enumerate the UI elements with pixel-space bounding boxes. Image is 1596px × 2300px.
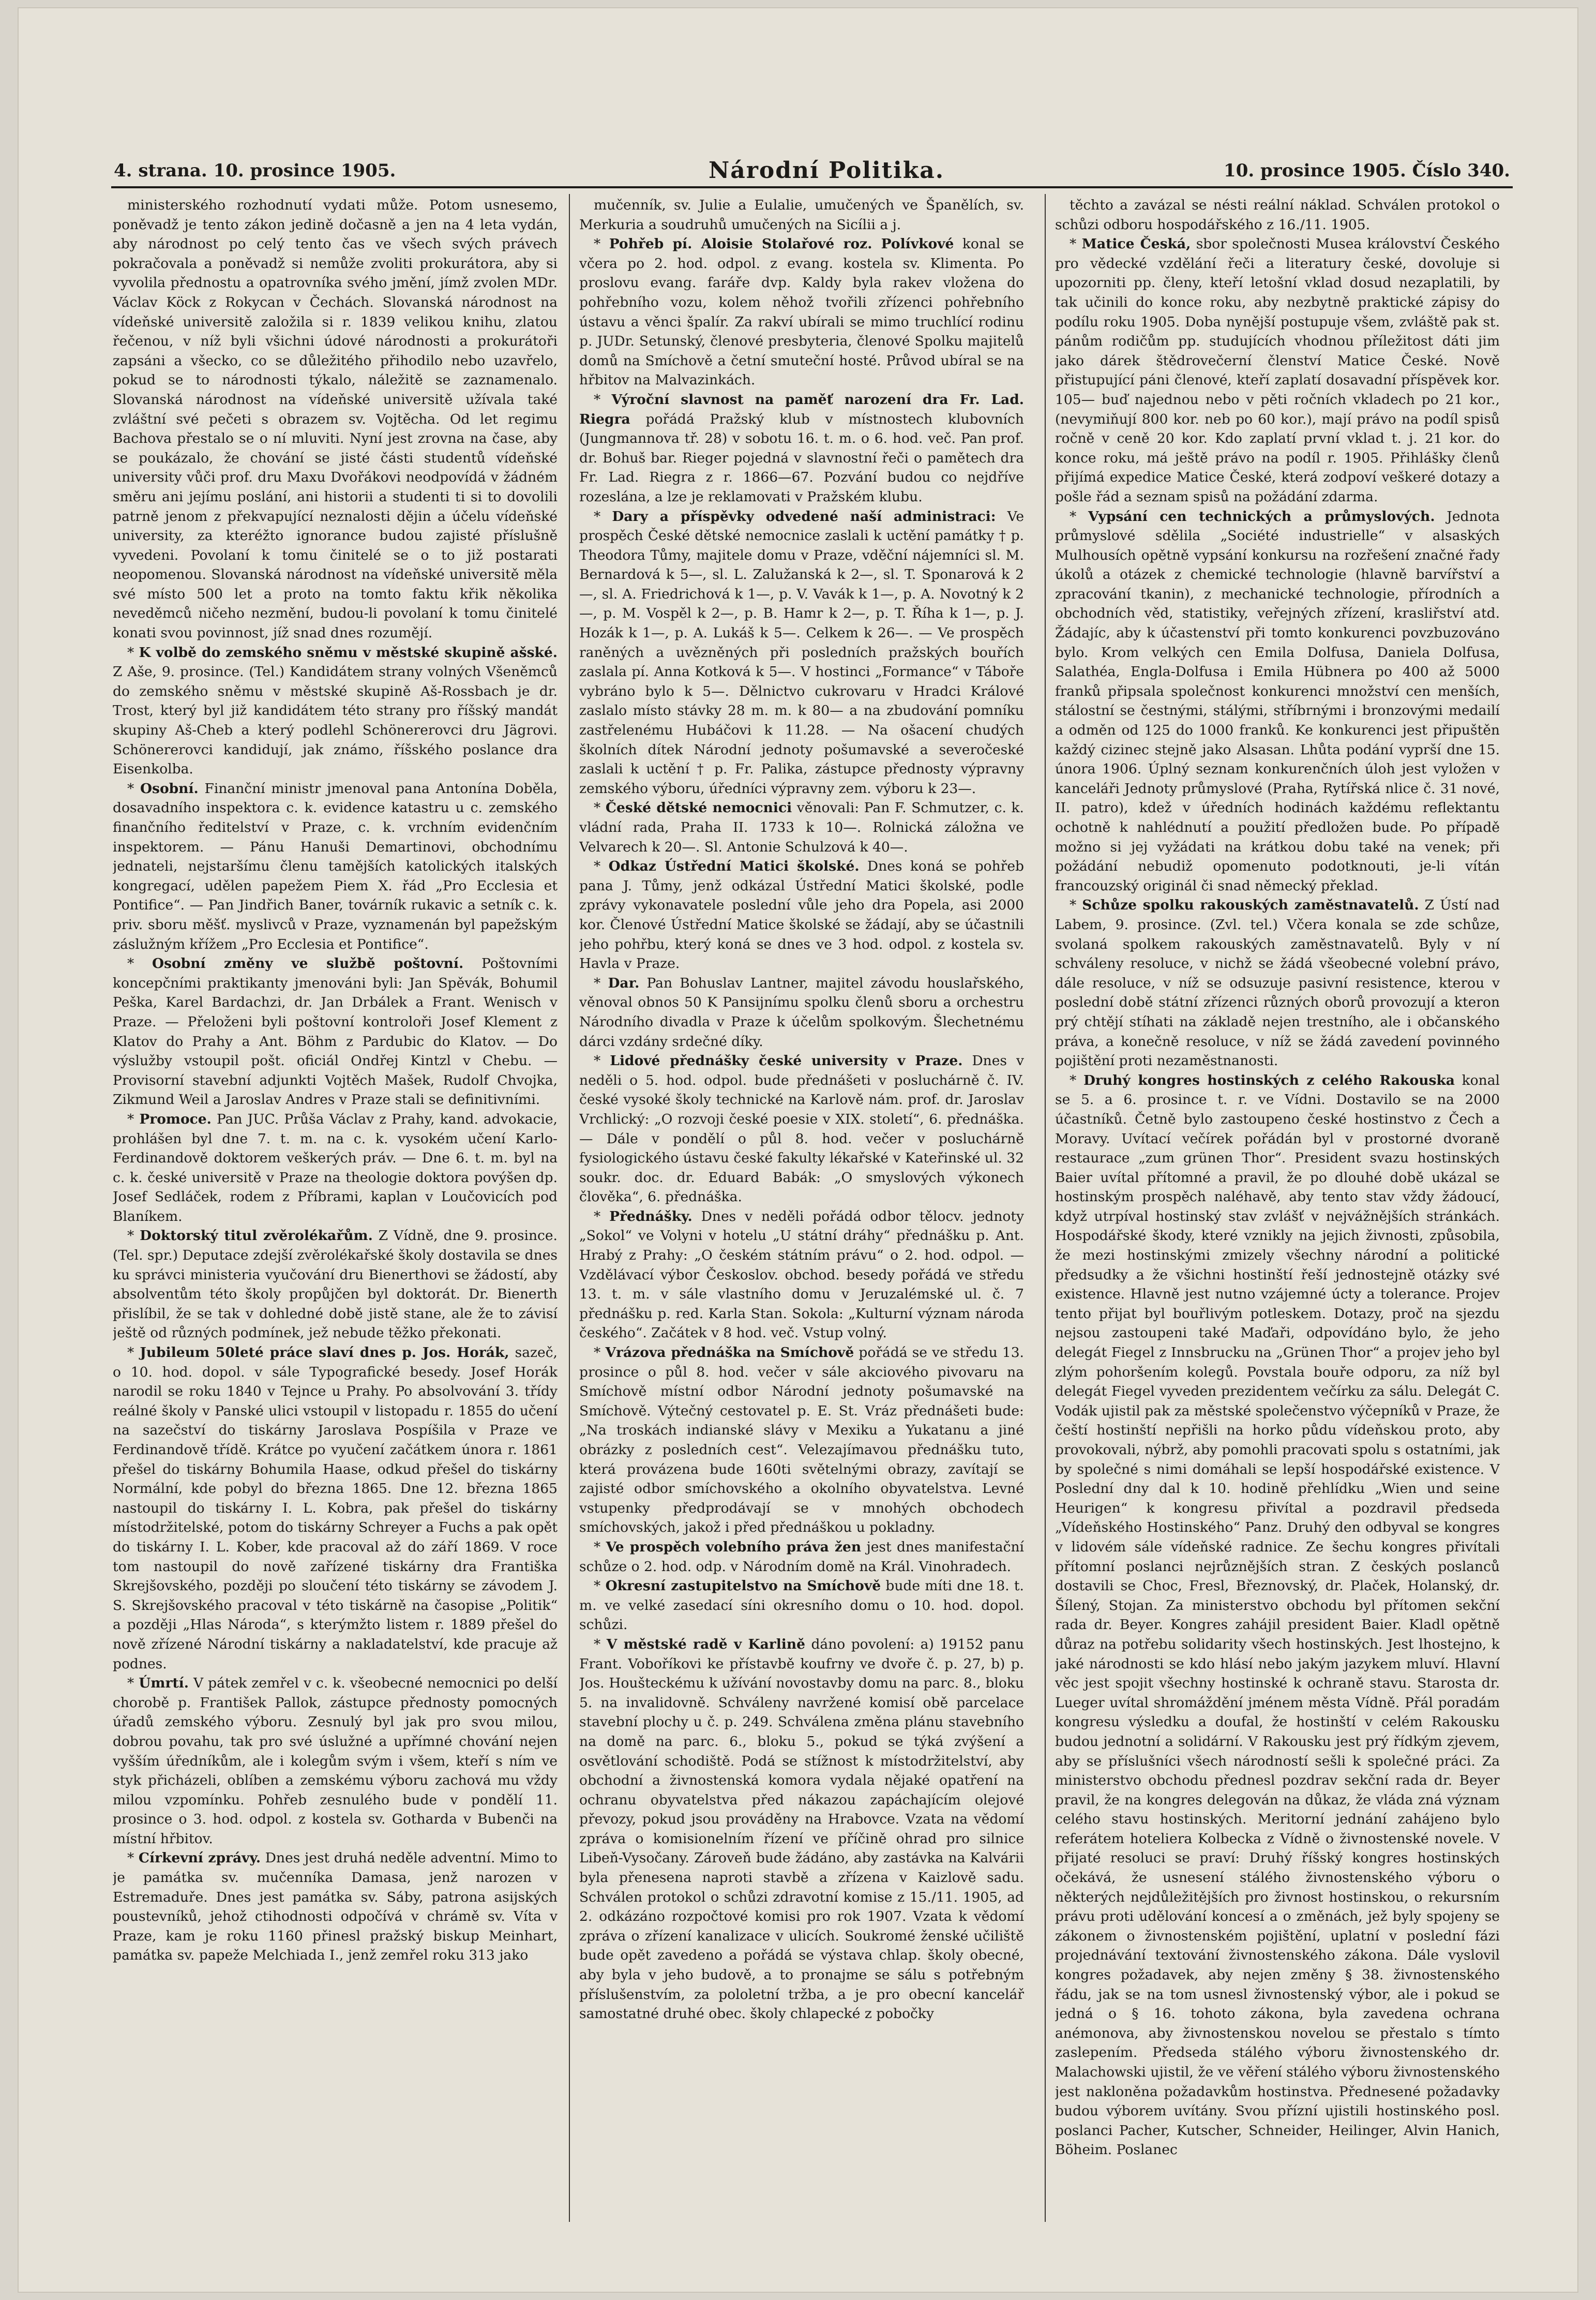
article-text: sazeč, o 10. hod. dopol. v sále Typografické besedy. Josef Horák narodil se roku 1840 v Tejnce u Prahy. Po absolvování 3. třídy reálné školy v Panské ulici vstoupil v listopadu r. 1855 do učení na sazečství do tiskárny Jaroslava Pospíšila v Praze ve Ferdinandově třídě. Krátce po vyučení začátkem února r. 1861 přešel do tiskárny Bohumila Haase, odkud přešel do tiskárny Normální, kde pobyl do března 1865. Dne 12. března 1865 nastoupil do tiskárny I. L. Kobra, pak přešel do tiskárny místodržitelské, potom do tiskárny Schreyer a Fuchs a pak opět do tiskárny I. L. Kober, kde pracoval až do září 1869. V roce tom nastoupil do nově zařízené tiskárny dra Františka Skrejšovského, později po sloučení této tiskárny se závodem J. S. Skrejšovského pracoval v této tiskárně na časopise „Politik“ a později „Hlas Národa“, s kterýmžto listem r. 1889 přešel do nově zřízené Národní tiskárny a nakladatelství, kde pracuje až podnes.: [113, 1345, 558, 1672]
article-paragraph: * Okresní zastupitelstvo na Smíchově bude míti dne 18. t. m. ve velké zasedací síni okresního domu o 10. hod. dopol. schůzi.: [579, 1578, 1024, 1633]
article-paragraph: * Osobní změny ve službě poštovní. Poštovními koncepčními praktikanty jmenováni byli: Jan Spěvák, Bohumil Peška, Karel Bardachzi, dr. Jan Drbálek a Frant. Wenisch v Praze. — Přeloženi byli poštovní kontroloři Josef Klement z Klatov do Prahy a Ant. Böhm z Pardubic do Klatov. — Do výslužby vstoupil pošt. oficiál Ondřej Kintzl v Chebu. — Provisorní stavební adjunkti Vojtěch Mašek, Rudolf Chvojka, Zikmund Weil a Jaroslav Andres v Praze stali se definitivními.: [113, 955, 558, 1108]
page-header: [114, 155, 1510, 186]
article-paragraph: * Schůze spolku rakouských zaměstnavatelů. Z Ústí nad Labem, 9. prosince. (Zvl. tel.) Včera konala se zde schůze, svolaná spolkem rakouských zaměstnavatelů. Byly v ní schváleny resoluce, v nichž se žádá všeobecné volební právo, dále resoluce, v níž se odsuzuje pasivní resistence, kterou v poslední době státní zřízenci různých oborů provozují a kteron prý chtějí stíhati na základě nejen trestního, ale i občanského práva, a konečně resoluce, v níž se žádá zavedení povinného pojištění proti nezaměstnanosti.: [1055, 897, 1500, 1069]
column-divider: [569, 194, 570, 2222]
article-paragraph: * Doktorský titul zvěrolékařům. Z Vídně, dne 9. prosince. (Tel. spr.) Deputace zdejší zvěrolékařské školy dostavila se dnes ku správci ministeria vyučování dru Bienerthovi se žádostí, aby absolventům této školy propůjčen byl doktorát. Dr. Bienerth přislíbil, že se tak v dohledné době jistě stane, ale že to závisí ještě od různých podmínek, jež nebude těžko překonati.: [113, 1228, 558, 1341]
article-paragraph: * Promoce. Pan JUC. Průša Václav z Prahy, kand. advokacie, prohlášen byl dne 7. t. m. na c. k. vysokém učení Karlo-Ferdinandově doktorem veškerých práv. — Dne 6. t. m. byl na c. k. české universitě v Praze na theologie doktora povýšen dp. Josef Sedláček, rodem z Příbrami, kaplan v Loučovicích pod Blaníkem.: [113, 1111, 558, 1224]
article-text: ministerského rozhodnutí vydati může. Potom usnesemo, poněvadž je tento zákon jedině dočasně a jen na 4 leta vydán, aby národnost po celý tento čas ve všech svých právech pokračovala a poněvadž si nemůže zvoliti prokurátora, aby si vyvolila přednostu a opatrovníka svého jmění, jímž zvolen MDr. Václav Köck z Rokycan v Čechách. Slovanská národnost na vídeňské universitě založila si r. 1839 velikou knihu, zlatou řečenou, v níž byli všichni údové národnosti a prokurátoři zapsáni a všecko, co se důležitého přihodilo nebo uzavřelo, pokud se to národnosti týkalo, náležitě se zaznamenalo. Slovanská národnost na vídeňské universitě užívala také zvláštní své pečeti s obrazem sv. Vojtěcha. Od let regimu Bachova přestalo se o ní mluviti. Nyní jest zrovna na čase, aby se poukázalo, že chování se jisté části studentů vídeňské university vůči prof. dru Maxu Dvořákovi neodpovídá v žádném směru ani jejímu poslání, ani historii a studenti ti si to dovolili patrně jenom z překvapující neznalosti dějin a účelu vídeňské university, za kteréžto ignorance budou zajisté příslušně vyvedeni. Povolaní k tomu činitelé se o to již postarati neopomenou. Slovanská národnost na vídeňské universitě měla své místo 500 let a proto na tomto faktu křik několika neveděmců ničeho nezmění, budou-li povolaní k tomu činitelé konati svou povinnost, jíž snad dnes rozumějí.: [113, 197, 558, 641]
article-paragraph: * Vrázova přednáška na Smíchově pořádá se ve středu 13. prosince o půl 8. hod. večer v sále akciového pivovaru na Smíchově místní odbor Národní jednoty pošumavské na Smíchově. Výtečný cestovatel p. E. St. Vráz přednášeti bude: „Na troskách indianské slávy v Mexiku a Yukatanu a jiné obrázky z posledních cest“. Velezajímavou přednášku tuto, která provázena bude 160ti světelnými obrazy, zavítají se zajisté odbor smíchovského a okolního obyvatelstva. Levné vstupenky předprodávají se v mnohých obchodech smíchovských, jakož i před přednáškou u pokladny.: [579, 1345, 1024, 1536]
article-text: Dnes v neděli o 5. hod. odpol. bude přednášeti v posluchárně č. IV. české vysoké školy technické na Karlově nám. prof. dr. Jaroslav Vrchlický: „O rozvoji české poesie v XIX. století“, 6. přednáška. — Dále v pondělí o půl 8. hod. večer v posluchárně fysiologického ústavu české fakulty lékařské v Kateřinské ul. 32 soukr. doc. dr. Eduard Babák: „O smyslových výkonech člověka“, 6. přednáška.: [579, 1053, 1024, 1205]
article-text: konal se 5. a 6. prosince t. r. ve Vídni. Dostavilo se na 2000 účastníků. Četně bylo zastoupeno české hostinstvo z Čech a Moravy. Uvítací večírek pořádán byl v prostorné dvoraně restaurace „zum grünen Thor“. President svazu hostinských Baier uvítal přítomné a pravil, že po dlouhé době ukázal se hostinským prospěch naléhavě, aby tento stav vždy žádoucí, když utrpíval hostinský stav zvlášť v nejvážnějších stránkách. Hospodářské škody, které vznikly na jejich živnosti, způsobila, že mezi hostinskými zmizely všechny národní a politické předsudky a že všichni hostinští řeší jednostejně otázky své existence. Hlavně jest nutno vzájemné úcty a tolerance. Projev tento přijat byl bouřlivým potleskem. Dotazy, proč na sjezdu nejsou zastoupeni také Maďaři, odpovídáno bylo, že jeho delegát Fiegel z Innsbrucku na „Grünen Thor“ a projev jeho byl zlým pohoršením kolegů. Povstala bouře odporu, za níž byl delegát Fiegel vyveden prezidentem večírku za sálu. Delegát C. Vodák ujistil pak za městské společenstvo výčepníků v Praze, že čeští hostinští nepřišli na horko půdu vídeňskou proto, aby provokovali, nýbrž, aby pomohli pracovati spolu s ostatními, jak by společné s nimi domáhali se lepší hospodářské existence. V Poslední dny dal k 10. hodině přehlídku „Wien und seine Heurigen“ k kongresu přivítal a pozdravil předseda „Vídeňského Hostinského“ Panz. Druhý den odbyval se kongres v lidovém sále vídeňské radnice. Ze šechu kongres přivítali přítomní poslanci nejrůznějších stran. Z českých poslanců dostavili se Choc, Fresl, Březnovský, dr. Plaček, Holanský, dr. Šílený, Stojan. Za ministerstvo obchodu byl přítomen sekční rada dr. Beyer. Kongres zahájil president Baier. Kladl opětně důraz na potřebu solidarity všech hostinských. Jest lhostejno, k jaké národnosti se kdo hlásí nebo jakým jazykem mluví. Hlavní věc jest spojit všechny hostinské k ochraně stavu. Starosta dr. Lueger uvítal shromáždění jménem města Vídně. Přál poradám kongresu výsledku a doufal, že hostinští v celém Rakousku budou jednotní a solidární. V Rakousku jest prý řídkým zjevem, aby se příslušníci všech národností sešli k společné práci. Za ministerstvo obchodu přednesl pozdrav sekční rada dr. Beyer pravil, že na kongres delegován na důkaz, že vláda zná význam celého stavu hostinských. Meritorní jednání zahájeno bylo referátem hoteliera Kolbecka z Vídně o živnostenské novele. V přijaté resoluci se praví: Druhý říšský kongres hostinských očekává, že usnesení stálého živnostenského výboru o některých nejdůležitějších pro živnost hostinskou, o rekursním právu proti udělování koncesí a o změnách, jež byly spojeny se zákonem o živnostenském pojištění, uplatní v poslední fázi projednávání textování živnostenského zákona. Dále vyslovil kongres požadavek, aby nejen změny § 38. živnostenského řádu, jak se na tom usnesl živnostenský výbor, ale i pokud se jedná o § 16. tohoto zákona, byla zavedena ochrana anémonova, aby živnostenskou novelou se přestalo s tímto zaslepením. Předseda stálého výboru živnostenského dr. Malachowski ujistil, že ve věření stálého výboru živnostenského jest nakloněna požadavkům hostinstva. Přednesené požadavky budou výborem uvítány. Svou přízní ujistili hostinského posl. poslanci Pacher, Kutscher, Schneider, Heilinger, Alvin Hanich, Böheim. Poslanec: [1055, 1072, 1500, 2158]
article-paragraph: * Úmrtí. V pátek zemřel v c. k. všeobecné nemocnici po delší chorobě p. František Pallok, zástupce přednosty pomocných úřadů zemského výboru. Zesnulý byl jak pro svou milou, dobrou povahu, tak pro své úslužné a upřímné chování nejen vyšším úředníkům, ale i kolegům svým i všem, kteří s ním ve styk přicházeli, oblíben a zemskému výboru zachová mu vždy milou vzpomínku. Pohřeb zesnulého bude v pondělí 11. prosince o 3. hod. odpol. z kostela sv. Gotharda v Bubenči na místní hřbitov.: [113, 1675, 558, 1847]
header-date-left: 4. strana. 10. prosince 1905.: [114, 160, 396, 181]
article-paragraph: * Výroční slavnost na paměť narození dra Fr. Lad. Riegra pořádá Pražský klub v místnostech klubovních (Jungmannova tř. 28) v sobotu 16. t. m. o 6. hod. več. Pan prof. dr. Bohuš bar. Rieger pojedná v slavnostní řeči o pamětech dra Fr. Lad. Riegra z r. 1866—67. Pozvání budou co nejdříve rozeslána, a lze je reklamovati v Pražském klubu.: [579, 391, 1024, 505]
article-paragraph: * Dar. Pan Bohuslav Lantner, majitel závodu houslařského, věnoval obnos 50 K Pansijnímu spolku členů sboru a orchestru Národního divadla v Praze k účelům spolkovým. Šlechetnému dárci vzdány srdečné díky.: [579, 975, 1024, 1050]
header-rule: [111, 186, 1513, 188]
article-paragraph: * Dary a příspěvky odvedené naší administraci: Ve prospěch České dětské nemocnice zaslali k uctění památky † p. Theodora Tůmy, majitele domu v Praze, vděční nájemníci sl. M. Bernardová k 5—, sl. L. Zalužanská k 2—, sl. T. Sponarová k 2—, sl. A. Friedrichová k 1—, p. V. Vavák k 1—, p. A. Novotný k 2—, p. M. Vospěl k 2—, p. B. Hamr k 2—, p. T. Říha k 1—, p. J. Hozák k 1—, p. A. Lukáš k 5—. Celkem k 26—. — Ve prospěch raněných a uvězněných při posledních pražských bouřích zaslala pí. Anna Kotková k 5—. V hostinci „Formance“ v Táboře vybráno bylo k 5—. Dělnictvo cukrovaru v Hradci Králové zaslalo místo stávky 28 m. m. k 80— a na zbudování pomníku zastřelenému Hubáčovi k 11.28. — Na ošacení chudých školních dítek Národní jednoty pošumavské a severočeské zaslali k uctění † p. Fr. Palika, zástupce přednosty výpravny zemského výboru, úředníci výpravny zem. výboru k 23—.: [579, 508, 1024, 797]
article-paragraph: * Odkaz Ústřední Matici školské. Dnes koná se pohřeb pana J. Tůmy, jenž odkázal Ústřední Matici školské, podle zprávy vykonavatele poslední vůle jeho dra Popela, asi 2000 kor. Členové Ústřední Matice školské se žádají, aby se účastnili jeho pohřbu, který koná se dnes ve 3 hod. odpol. z kostela sv. Havla v Praze.: [579, 858, 1024, 972]
article-paragraph: * Přednášky. Dnes v neděli pořádá odbor tělocv. jednoty „Sokol“ ve Volyni v hotelu „U státní dráhy“ přednášku p. Ant. Hrabý z Prahy: „O českém státním právu“ o 2. hod. odpol. — Vzdělávací výbor Českoslov. obchod. besedy pořádá ve středu 13. t. m. v sále vlastního domu v Jeruzalémské ul. č. 7 přednášku p. red. Karla Stan. Sokola: „Kulturní význam národa českého“. Začátek v 8 hod. več. Vstup volný.: [579, 1208, 1024, 1341]
column-1: [113, 196, 558, 2218]
article-paragraph: * Jubileum 50leté práce slaví dnes p. Jos. Horák, sazeč, o 10. hod. dopol. v sále Typografické besedy. Josef Horák narodil se roku 1840 v Tejnce u Prahy. Po absolvování 3. třídy reálné školy v Panské ulici vstoupil v listopadu r. 1855 do učení na sazečství do tiskárny Jaroslava Pospíšila v Praze ve Ferdinandově třídě. Krátce po vyučení začátkem února r. 1861 přešel do tiskárny Bohumila Haase, odkud přešel do tiskárny Normální, kde pobyl do března 1865. Dne 12. března 1865 nastoupil do tiskárny I. L. Kobra, pak přešel do tiskárny místodržitelské, potom do tiskárny Schreyer a Fuchs a pak opět do tiskárny I. L. Kober, kde pracoval až do září 1869. V roce tom nastoupil do nově zařízené tiskárny dra Františka Skrejšovského, později po sloučení této tiskárny se závodem J. S. Skrejšovského pracoval v této tiskárně na časopise „Politik“ a později „Hlas Národa“, s kterýmžto listem r. 1889 přešel do nově zřízené Národní tiskárny a nakladatelství, kde pracuje až podnes.: [113, 1345, 558, 1672]
article-heading: Okresní zastupitelstvo na Smíchově: [605, 1578, 881, 1594]
article-paragraph: * Vypsání cen technických a průmyslových. Jednota průmyslové sdělila „Société industrielle“ v alsaských Mulhousích opětně vypsání konkursu na rozřešení značné řady úkolů a otázek z chemické technologie (hlavně barvířství a zpracování tkanin), z mechanické technologie, přírodních a obchodních věd, statistiky, veřejných zřízení, krasliřství atd. Žádajíc, aby k účastenství při tomto konkurenci povzbuzováno bylo. Krom velkých cen Emila Dolfusa, Daniela Dolfusa, Salathéa, Engla-Dolfusa i Emila Hübnera po 400 až 5000 franků připsala společnost konkurenci množství cen menších, stálostní se čestnými, stálými, stříbrnými i bronzovými medailí a odměn od 125 do 1000 franků. Ke konkurenci jest připuštěn každý cizinec stejně jako Alsasan. Lhůta podání vyprší dne 15. února 1906. Úplný seznam konkurenčních úloh jest vyložen v kanceláři Jednoty průmyslové (Praha, Rytířská nlice č. 31 nové, II. patro), kdež v úředních hodinách každému reflektantu ochotně k nahlédnutí a použití předložen bude. Po případě možno si jej vyžádati na krátkou dobu také na venek; při požádání nebudiž opomenuto podotknouti, je-li vítán francouzský originál či snad německý překlad.: [1055, 508, 1500, 894]
article-heading: K volbě do zemského sněmu v městské skupině ašské.: [139, 644, 558, 661]
article-heading: Vypsání cen technických a průmyslových.: [1088, 508, 1435, 525]
article-heading: Dary a příspěvky odvedené naší administraci:: [612, 508, 996, 525]
article-text: Dnes v neděli pořádá odbor tělocv. jednoty „Sokol“ ve Volyni v hotelu „U státní dráhy“ přednášku p. Ant. Hrabý z Prahy: „O českém státním právu“ o 2. hod. odpol. — Vzdělávací výbor Českoslov. obchod. besedy pořádá ve středu 13. t. m. v sále vlastního domu v Jeruzalémské ul. č. 7 přednášku p. red. Karla Stan. Sokola: „Kulturní význam národa českého“. Začátek v 8 hod. več. Vstup volný.: [579, 1208, 1024, 1341]
article-heading: Úmrtí.: [139, 1675, 189, 1692]
article-heading: Ve prospěch volebního práva žen: [606, 1539, 862, 1555]
article-heading: Druhý kongres hostinských z celého Rakouska: [1083, 1072, 1455, 1088]
article-text: bude míti dne 18. t. m. ve velké zasedací síni okresního domu o 10. hod. dopol. schůzi.: [579, 1578, 1024, 1633]
article-text: pořádá se ve středu 13. prosince o půl 8. hod. večer v sále akciového pivovaru na Smíchově místní odbor Národní jednoty pošumavské na Smíchově. Výtečný cestovatel p. E. St. Vráz přednášeti bude: „Na troskách indianské slávy v Mexiku a Yukatanu a jiné obrázky z posledních cest“. Velezajímavou přednášku tuto, která provázena bude 160ti světelnými obrazy, zavítají se zajisté odbor smíchovského a okolního obyvatelstva. Levné vstupenky předprodávají se v mnohých obchodech smíchovských, jakož i před přednáškou u pokladny.: [579, 1345, 1024, 1536]
article-paragraph: * K volbě do zemského sněmu v městské skupině ašské. Z Aše, 9. prosince. (Tel.) Kandidátem strany volných Všeněmců do zemského sněmu v městské skupině Aš-Rossbach je dr. Trost, který byl již kandidátem této strany pro říšský mandát skupiny Aš-Cheb a který podlehl Schönererovci dru Jägrovi. Schönererovci kandidují, jak známo, říšského poslance dra Eisenkolba.: [113, 644, 558, 778]
column-2: [579, 196, 1024, 2218]
article-heading: Odkaz Ústřední Matici školské.: [608, 858, 860, 875]
article-text: Poštovními koncepčními praktikanty jmenováni byli: Jan Spěvák, Bohumil Peška, Karel Bardachzi, dr. Jan Drbálek a Frant. Wenisch v Praze. — Přeloženi byli poštovní kontroloři Josef Klement z Klatov do Prahy a Ant. Böhm z Pardubic do Klatov. — Do výslužby vstoupil pošt. oficiál Ondřej Kintzl v Chebu. — Provisorní stavební adjunkti Vojtěch Mašek, Rudolf Chvojka, Zikmund Weil a Jaroslav Andres v Praze stali se definitivními.: [113, 955, 558, 1108]
article-paragraph: * Lidové přednášky české university v Praze. Dnes v neděli o 5. hod. odpol. bude přednášeti v posluchárně č. IV. české vysoké školy technické na Karlově nám. prof. dr. Jaroslav Vrchlický: „O rozvoji české poesie v XIX. století“, 6. přednáška. — Dále v pondělí o půl 8. hod. večer v posluchárně fysiologického ústavu české fakulty lékařské v Kateřinské ul. 32 soukr. doc. dr. Eduard Babák: „O smyslových výkonech člověka“, 6. přednáška.: [579, 1053, 1024, 1205]
article-text: pořádá Pražský klub v místnostech klubovních (Jungmannova tř. 28) v sobotu 16. t. m. o 6. hod. več. Pan prof. dr. Bohuš bar. Rieger pojedná v slavnostní řeči o pamětech dra Fr. Lad. Riegra z r. 1866—67. Pozvání budou co nejdříve rozeslána, a lze je reklamovati v Pražském klubu.: [579, 411, 1024, 505]
article-text: Dnes jest druhá neděle adventní. Mimo to je památka sv. mučenníka Damasa, jenž narozen v Estremaduře. Dnes jest památka sv. Sáby, patrona asijských poustevníků, jehož ctihodnosti odpočívá v chrámě sv. Víta v Praze, kam je roku 1160 přinesl pražský biskup Meinhart, památka sv. papeže Melchiada I., jenž zemřel roku 313 jako: [113, 1850, 558, 1964]
article-paragraph: * České dětské nemocnici věnovali: Pan F. Schmutzer, c. k. vládní rada, Praha II. 1733 k 10—. Rolnická záložna ve Velvarech k 20—. Sl. Antonie Schulzová k 40—.: [579, 800, 1024, 855]
article-text: mučenník, sv. Julie a Eulalie, umučených ve Španělích, sv. Merkuria a soudruhů umučených na Sicílii a j.: [579, 197, 1024, 233]
article-text: těchto a zavázal se nésti reální náklad. Schválen protokol o schůzi odboru hospodářského z 16./11. 1905.: [1055, 197, 1500, 233]
article-heading: Osobní.: [140, 780, 199, 797]
article-paragraph: * Matice Česká, sbor společnosti Musea království Českého pro vědecké vzdělání řeči a literatury české, dovoluje si upozorniti pp. členy, kteří letošní vklad dosud nezaplatili, by tak učinili do konce roku, aby nezbytně praktické zápisy do podílu roku 1905. Doba nynější postupuje všem, zvláště pak st. pánům rodičům pp. studujících vhodnou příležitost dáti jim jako dárek štědrovečerní členství Matice České. Nově přistupující páni členové, kteří zaplatí dosavadní příspěvek kor. 105— buď najednou nebo v pěti ročních vkladech po 21 kor., (nevymiňují 800 kor. neb po 60 kor.), mají právo na podíl spisů ročně v ceně 20 kor. Kdo zaplatí první vklad t. j. 21 kor. do konce roku, má ještě právo na podíl r. 1905. Přihlášky členů přijímá expedice Matice České, která zodpoví veškeré dotazy a pošle řád a seznam spisů na požádání zdarma.: [1055, 236, 1500, 505]
article-heading: České dětské nemocnici: [605, 800, 792, 816]
article-text: Pan JUC. Průša Václav z Prahy, kand. advokacie, prohlášen byl dne 7. t. m. na c. k. vysokém učení Karlo-Ferdinandově doktorem veškerých práv. — Dne 6. t. m. byl na c. k. české universitě v Praze na theologie doktora povýšen dp. Josef Sedláček, rodem z Příbrami, kaplan v Loučovicích pod Blaníkem.: [113, 1111, 558, 1224]
article-text: Pan Bohuslav Lantner, majitel závodu houslařského, věnoval obnos 50 K Pansijnímu spolku členů sboru a orchestru Národního divadla v Praze k účelům spolkovým. Šlechetnému dárci vzdány srdečné díky.: [579, 975, 1024, 1050]
masthead-title: Národní Politika.: [709, 157, 945, 184]
article-text: Z Aše, 9. prosince. (Tel.) Kandidátem strany volných Všeněmců do zemského sněmu v městské skupině Aš-Rossbach je dr. Trost, který byl již kandidátem této strany pro říšský mandát skupiny Aš-Cheb a který podlehl Schönererovci dru Jägrovi. Schönererovci kandidují, jak známo, říšského poslance dra Eisenkolba.: [113, 664, 558, 778]
article-heading: V městské radě v Karlině: [606, 1636, 805, 1652]
article-paragraph: [579, 196, 1024, 234]
article-text: Z Ústí nad Labem, 9. prosince. (Zvl. tel.) Včera konala se zde schůze, svolaná spolkem rakouských zaměstnavatelů. Byly v ní schváleny resoluce, v nichž se žádá všeobecné volební právo, dále resoluce, v níž se odsuzuje pasivní resistence, kterou v poslední době státní zřízenci různých oborů provozují a kteron prý chtějí stíhati na základě nejen trestního, ale i občanského práva, a konečně resoluce, v níž se žádá zavedení povinného pojištění proti nezaměstnanosti.: [1055, 897, 1500, 1069]
header-issue-right: 10. prosince 1905. Číslo 340.: [1224, 160, 1510, 181]
article-paragraph: * V městské radě v Karlině dáno povolení: a) 19152 panu Frant. Voboříkovi ke přístavbě koufrny ve dvoře č. p. 27, b) p. Jos. Houšteckému k užívání novostavby domu na parc. 8., bloku 5. na invalidovně. Schváleny navržené komisí obě parcelace stavební plochy u č. p. 249. Schválena změna plánu stavebního na domě na parc. 6., bloku 5., pokud se týká zvýšení a osvětlování schodiště. Podá se stížnost k místodržitelství, aby obchodní a živnostenská komora vydala nějaké opatření na ochranu obyvatelstva před nákazou zapáchajícím olejové převozy, pokud jsou prováděny na Hrabovce. Vzata na vědomí zpráva o komisionelním řízení ve příčině ohrad pro silnice Libeň-Vysočany. Zároveň bude žádáno, aby zastávka na Kalvárii byla přenesena naproti stavbě a zřízena v Kaizlově sadu. Schválen protokol o schůzi zdravotní komise z 15./11. 1905, ad 2. odkázáno rozpočtové komisi pro rok 1907. Vzata k vědomí zpráva o zřízení kanalizace v ulicích. Soukromé ženské učiliště bude opět zavedeno a pořádá se výstava chlap. školy obecné, aby byla v jeho budově, a to pronajme se sálu s potřebným příslušenstvím, za pololetní tržba, a je pro obecní kancelář samostatné druhé obec. školy chlapecké z pobočky: [579, 1636, 1024, 2022]
article-heading: Schůze spolku rakouských zaměstnavatelů.: [1082, 897, 1419, 914]
article-text: konal se včera po 2. hod. odpol. z evang. kostela sv. Klimenta. Po proslovu evang. faráře dvp. Kaldy byla rakev vložena do pohřebního vozu, kolem něhož tvořili zřízenci pohřebního ústavu a věnci špalír. Za rakví ubírali se mimo truchlící rodinu p. JUDr. Setunský, členové presbyteria, členové Spolku majitelů domů na Smíchově a četní smuteční hosté. Průvod ubíral se na hřbitov na Malvazinkách.: [579, 236, 1024, 389]
article-text: Finanční ministr jmenoval pana Antonína Doběla, dosavadního inspektora c. k. evidence katastru u c. zemského finančního ředitelství v Praze, c. k. vrchním evidenčním inspektorem. — Pánu Hanuši Demartinovi, obchodnímu jednateli, nejstaršímu členu tamějších katolických italských kongregací, udělen papežem Piem X. řád „Pro Ecclesia et Pontifice“. — Pan Jindřich Baner, továrník rukavic a setník c. k. priv. sboru měšť. myslivců v Praze, vyznamenán byl papežským záslužným křížem „Pro Ecclesia et Pontifice“.: [113, 780, 558, 952]
article-heading: Promoce.: [139, 1111, 212, 1127]
article-heading: Jubileum 50leté práce slaví dnes p. Jos. Horák,: [140, 1345, 509, 1361]
column-3: [1055, 196, 1500, 2218]
article-paragraph: [113, 196, 558, 643]
article-text: jest dnes manifestační schůze o 2. hod. odp. v Národním domě na Král. Vinohradech.: [579, 1539, 1024, 1575]
article-text: V pátek zemřel v c. k. všeobecné nemocnici po delší chorobě p. František Pallok, zástupce přednosty pomocných úřadů zemského výboru. Zesnulý byl jak pro svou milou, dobrou povahu, tak pro své úslužné a upřímné chování nejen vyšším úředníkům, ale i kolegům svým i všem, kteří s ním ve styk přicházeli, oblíben a zemskému výboru zachová mu vždy milou vzpomínku. Pohřeb zesnulého bude v pondělí 11. prosince o 3. hod. odpol. z kostela sv. Gotharda v Bubenči na místní hřbitov.: [113, 1675, 558, 1847]
article-paragraph: * Církevní zprávy. Dnes jest druhá neděle adventní. Mimo to je památka sv. mučenníka Damasa, jenž narozen v Estremaduře. Dnes jest památka sv. Sáby, patrona asijských poustevníků, jehož ctihodnosti odpočívá v chrámě sv. Víta v Praze, kam je roku 1160 přinesl pražský biskup Meinhart, památka sv. papeže Melchiada I., jenž zemřel roku 313 jako: [113, 1850, 558, 1964]
column-divider: [1045, 194, 1046, 2222]
article-paragraph: * Druhý kongres hostinských z celého Rakouska konal se 5. a 6. prosince t. r. ve Vídni. Dostavilo se na 2000 účastníků. Četně bylo zastoupeno české hostinstvo z Čech a Moravy. Uvítací večírek pořádán byl v prostorné dvoraně restaurace „zum grünen Thor“. President svazu hostinských Baier uvítal přítomné a pravil, že po dlouhé době ukázal se hostinským prospěch naléhavě, aby tento stav vždy žádoucí, když utrpíval hostinský stav zvlášť v nejvážnějších stránkách. Hospodářské škody, které vznikly na jejich živnosti, způsobila, že mezi hostinskými zmizely všechny národní a politické předsudky a že všichni hostinští řeší jednostejně otázky své existence. Hlavně jest nutno vzájemné úcty a tolerance. Projev tento přijat byl bouřlivým potleskem. Dotazy, proč na sjezdu nejsou zastoupeni také Maďaři, odpovídáno bylo, že jeho delegát Fiegel z Innsbrucku na „Grünen Thor“ a projev jeho byl zlým pohoršením kolegů. Povstala bouře odporu, za níž byl delegát Fiegel vyveden prezidentem večírku za sálu. Delegát C. Vodák ujistil pak za městské společenstvo výčepníků v Praze, že čeští hostinští nepřišli na horko půdu vídeňskou proto, aby provokovali, nýbrž, aby pomohli pracovati spolu s ostatními, jak by společné s nimi domáhali se lepší hospodářské existence. V Poslední dny dal k 10. hodině přehlídku „Wien und seine Heurigen“ k kongresu přivítal a pozdravil předseda „Vídeňského Hostinského“ Panz. Druhý den odbyval se kongres v lidovém sále vídeňské radnice. Ze šechu kongres přivítali přítomní poslanci nejrůznějších stran. Z českých poslanců dostavili se Choc, Fresl, Březnovský, dr. Plaček, Holanský, dr. Šílený, Stojan. Za ministerstvo obchodu byl přítomen sekční rada dr. Beyer. Kongres zahájil president Baier. Kladl opětně důraz na potřebu solidarity všech hostinských. Jest lhostejno, k jaké národnosti se kdo hlásí nebo jakým jazykem mluví. Hlavní věc jest spojit všechny hostinské k ochraně stavu. Starosta dr. Lueger uvítal shromáždění jménem města Vídně. Přál poradám kongresu výsledku a doufal, že hostinští v celém Rakousku budou jednotní a solidární. V Rakousku jest prý řídkým zjevem, aby se příslušníci všech národností sešli k společné práci. Za ministerstvo obchodu přednesl pozdrav sekční rada dr. Beyer pravil, že na kongres delegován na důkaz, že vláda zná význam celého stavu hostinských. Meritorní jednání zahájeno bylo referátem hoteliera Kolbecka z Vídně o živnostenské novele. V přijaté resoluci se praví: Druhý říšský kongres hostinských očekává, že usnesení stálého živnostenského výboru o některých nejdůležitějších pro živnost hostinskou, o rekursním právu proti udělování koncesí a o změnách, jež byly spojeny se zákonem o živnostenském pojištění, uplatní v poslední fázi projednávání textování živnostenského zákona. Dále vyslovil kongres požadavek, aby nejen změny § 38. živnostenského řádu, jak se na tom usnesl živnostenský výbor, ale i pokud se jedná o § 16. tohoto zákona, byla zavedena ochrana anémonova, aby živnostenskou novelou se přestalo s tímto zaslepením. Předseda stálého výboru živnostenského dr. Malachowski ujistil, že ve věření stálého výboru živnostenského jest nakloněna požadavkům hostinstva. Přednesené požadavky budou výborem uvítány. Svou přízní ujistili hostinského posl. poslanci Pacher, Kutscher, Schneider, Heilinger, Alvin Hanich, Böheim. Poslanec: [1055, 1072, 1500, 2158]
article-text: Jednota průmyslové sdělila „Société industrielle“ v alsaských Mulhousích opětně vypsání konkursu na rozřešení značné řady úkolů a otázek z chemické technologie (hlavně barvířství a zpracování tkanin), z mechanické technologie, přírodních a obchodních věd, statistiky, veřejných zřízení, krasliřství atd. Žádajíc, aby k účastenství při tomto konkurenci povzbuzováno bylo. Krom velkých cen Emila Dolfusa, Daniela Dolfusa, Salathéa, Engla-Dolfusa i Emila Hübnera po 400 až 5000 franků připsala společnost konkurenci množství cen menších, stálostní se čestnými, stálými, stříbrnými i bronzovými medailí a odměn od 125 do 1000 franků. Ke konkurenci jest připuštěn každý cizinec stejně jako Alsasan. Lhůta podání vyprší dne 15. února 1906. Úplný seznam konkurenčních úloh jest vyložen v kanceláři Jednoty průmyslové (Praha, Rytířská nlice č. 31 nové, II. patro), kdež v úředních hodinách každému reflektantu ochotně k nahlédnutí a použití předložen bude. Po případě možno si jej vyžádati na krátkou dobu také na venek; při požádání nebudiž opomenuto podotknouti, je-li vítán francouzský originál či snad německý překlad.: [1055, 508, 1500, 894]
article-heading: Osobní změny ve službě poštovní.: [152, 955, 464, 972]
article-text: Dnes koná se pohřeb pana J. Tůmy, jenž odkázal Ústřední Matici školské, podle zprávy vykonavatele poslední vůle jeho dra Popela, asi 2000 kor. Členové Ústřední Matice školské se žádají, aby se účastnili jeho pohřbu, který koná se dnes ve 3 hod. odpol. z kostela sv. Havla v Praze.: [579, 858, 1024, 972]
article-text: dáno povolení: a) 19152 panu Frant. Voboříkovi ke přístavbě koufrny ve dvoře č. p. 27, b) p. Jos. Houšteckému k užívání novostavby domu na parc. 8., bloku 5. na invalidovně. Schváleny navržené komisí obě parcelace stavební plochy u č. p. 249. Schválena změna plánu stavebního na domě na parc. 6., bloku 5., pokud se týká zvýšení a osvětlování schodiště. Podá se stížnost k místodržitelství, aby obchodní a živnostenská komora vydala nějaké opatření na ochranu obyvatelstva před nákazou zapáchajícím olejové převozy, pokud jsou prováděny na Hrabovce. Vzata na vědomí zpráva o komisionelním řízení ve příčině ohrad pro silnice Libeň-Vysočany. Zároveň bude žádáno, aby zastávka na Kalvárii byla přenesena naproti stavbě a zřízena v Kaizlově sadu. Schválen protokol o schůzi zdravotní komise z 15./11. 1905, ad 2. odkázáno rozpočtové komisi pro rok 1907. Vzata k vědomí zpráva o zřízení kanalizace v ulicích. Soukromé ženské učiliště bude opět zavedeno a pořádá se výstava chlap. školy obecné, aby byla v jeho budově, a to pronajme se sálu s potřebným příslušenstvím, za pololetní tržba, a je pro obecní kancelář samostatné druhé obec. školy chlapecké z pobočky: [579, 1636, 1024, 2022]
article-heading: Doktorský titul zvěrolékařům.: [140, 1228, 373, 1244]
article-text: Ve prospěch České dětské nemocnice zaslali k uctění památky † p. Theodora Tůmy, majitele domu v Praze, vděční nájemníci sl. M. Bernardová k 5—, sl. L. Zalužanská k 2—, sl. T. Sponarová k 2—, sl. A. Friedrichová k 1—, p. V. Vavák k 1—, p. A. Novotný k 2—, p. M. Vospěl k 2—, p. B. Hamr k 2—, p. T. Říha k 1—, p. J. Hozák k 1—, p. A. Lukáš k 5—. Celkem k 26—. — Ve prospěch raněných a uvězněných při posledních pražských bouřích zaslala pí. Anna Kotková k 5—. V hostinci „Formance“ v Táboře vybráno bylo k 5—. Dělnictvo cukrovaru v Hradci Králové zaslalo místo stávky 28 m. m. k 80— a na zbudování pomníku zastřelenému Hubáčovi k 11.28. — Na ošacení chudých školních dítek Národní jednoty pošumavské a severočeské zaslali k uctění † p. Fr. Palika, zástupce přednosty výpravny zemského výboru, úředníci výpravny zem. výboru k 23—.: [579, 508, 1024, 797]
article-heading: Dar.: [608, 975, 640, 991]
article-paragraph: * Osobní. Finanční ministr jmenoval pana Antonína Doběla, dosavadního inspektora c. k. evidence katastru u c. zemského finančního ředitelství v Praze, c. k. vrchním evidenčním inspektorem. — Pánu Hanuši Demartinovi, obchodnímu jednateli, nejstaršímu členu tamějších katolických italských kongregací, udělen papežem Piem X. řád „Pro Ecclesia et Pontifice“. — Pan Jindřich Baner, továrník rukavic a setník c. k. priv. sboru měšť. myslivců v Praze, vyznamenán byl papežským záslužným křížem „Pro Ecclesia et Pontifice“.: [113, 780, 558, 952]
article-heading: Výroční slavnost na paměť narození dra Fr. Lad. Riegra: [579, 391, 1024, 427]
article-text: sbor společnosti Musea království Českého pro vědecké vzdělání řeči a literatury české, dovoluje si upozorniti pp. členy, kteří letošní vklad dosud nezaplatili, by tak učinili do konce roku, aby nezbytně praktické zápisy do podílu roku 1905. Doba nynější postupuje všem, zvláště pak st. pánům rodičům pp. studujících vhodnou příležitost dáti jim jako dárek štědrovečerní členství Matice České. Nově přistupující páni členové, kteří zaplatí dosavadní příspěvek kor. 105— buď najednou nebo v pěti ročních vkladech po 21 kor., (nevymiňují 800 kor. neb po 60 kor.), mají právo na podíl spisů ročně v ceně 20 kor. Kdo zaplatí první vklad t. j. 21 kor. do konce roku, má ještě právo na podíl r. 1905. Přihlášky členů přijímá expedice Matice České, která zodpoví veškeré dotazy a pošle řád a seznam spisů na požádání zdarma.: [1055, 236, 1500, 505]
article-heading: Vrázova přednáška na Smíchově: [605, 1345, 854, 1361]
article-text: věnovali: Pan F. Schmutzer, c. k. vládní rada, Praha II. 1733 k 10—. Rolnická záložna ve Velvarech k 20—. Sl. Antonie Schulzová k 40—.: [579, 800, 1024, 855]
article-paragraph: * Pohřeb pí. Aloisie Stolařové roz. Polívkové konal se včera po 2. hod. odpol. z evang. kostela sv. Klimenta. Po proslovu evang. faráře dvp. Kaldy byla rakev vložena do pohřebního vozu, kolem něhož tvořili zřízenci pohřebního ústavu a věnci špalír. Za rakví ubírali se mimo truchlící rodinu p. JUDr. Setunský, členové presbyteria, členové Spolku majitelů domů na Smíchově a četní smuteční hosté. Průvod ubíral se na hřbitov na Malvazinkách.: [579, 236, 1024, 389]
article-heading: Přednášky.: [609, 1208, 692, 1224]
article-heading: Lidové přednášky české university v Praze.: [610, 1053, 963, 1069]
article-heading: Matice Česká,: [1081, 236, 1191, 252]
article-paragraph: [1055, 196, 1500, 234]
article-paragraph: * Ve prospěch volebního práva žen jest dnes manifestační schůze o 2. hod. odp. v Národním domě na Král. Vinohradech.: [579, 1539, 1024, 1575]
article-heading: Církevní zprávy.: [138, 1850, 261, 1866]
article-heading: Pohřeb pí. Aloisie Stolařové roz. Polívkové: [609, 236, 954, 252]
article-text: Z Vídně, dne 9. prosince. (Tel. spr.) Deputace zdejší zvěrolékařské školy dostavila se dnes ku správci ministeria vyučování dru Bienerthovi se žádostí, aby absolventům této školy propůjčen byl doktorát. Dr. Bienerth přislíbil, že se tak v dohledné době jistě stane, ale že to závisí ještě od různých podmínek, jež nebude těžko překonati.: [113, 1228, 558, 1341]
